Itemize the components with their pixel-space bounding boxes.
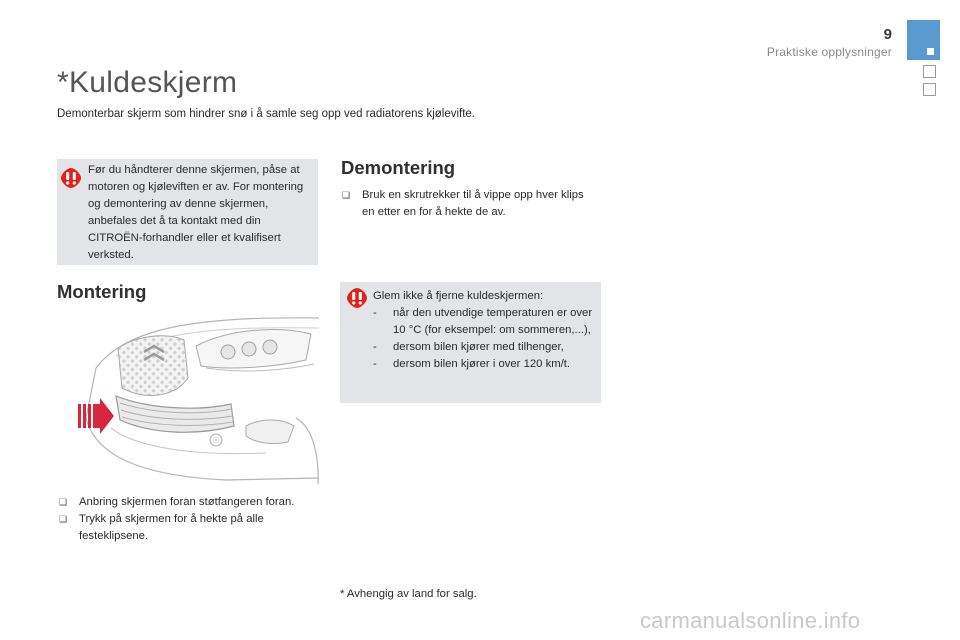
list-item xyxy=(59,511,324,545)
nav-tab[interactable] xyxy=(923,83,936,96)
step-text: Trykk på skjermen for å hekte på alle festeklipsene. xyxy=(79,513,264,542)
intro-text: Demonterbar skjerm som hindrer snø i å samle seg opp ved radiatorens kjølevifte. xyxy=(57,108,476,120)
list-item xyxy=(59,494,324,511)
condition-text: dersom bilen kjører med tilhenger, xyxy=(393,341,564,353)
warning-text-removal xyxy=(373,288,598,373)
red-arrow-icon xyxy=(78,398,114,434)
list-item xyxy=(373,305,598,339)
warning-box-removal xyxy=(340,282,601,403)
section-title: Praktiske opplysninger xyxy=(766,45,892,59)
warning-exclamation-icon xyxy=(60,167,82,189)
dash: - xyxy=(373,358,377,370)
warning-intro: Glem ikke å fjerne kuldeskjermen: xyxy=(373,290,544,302)
warning-box-handling xyxy=(57,159,318,265)
nav-tab[interactable] xyxy=(923,65,936,78)
dash: - xyxy=(373,341,377,353)
montering-steps xyxy=(59,494,324,545)
checkbox-bullet-icon: ❏ xyxy=(59,514,68,524)
list-item xyxy=(373,339,598,356)
demontering-steps xyxy=(342,187,592,221)
dash: - xyxy=(373,307,377,319)
warning-exclamation-icon xyxy=(346,287,368,309)
list-item xyxy=(373,356,598,373)
page-number: 9 xyxy=(883,26,892,43)
list-item xyxy=(342,187,592,221)
warning-text-handling: Før du håndterer denne skjermen, påse at motoren og kjøleviften er av. For montering og demontering av denne skjermen, anbefales det å ta kontakt med din CITROËN-forhandler eller et kvalifisert verksted. xyxy=(88,164,304,261)
front-bumper-illustration xyxy=(56,308,319,486)
heading-demontering: Demontering xyxy=(341,157,456,178)
condition-text: dersom bilen kjører i over 120 km/t. xyxy=(393,358,571,370)
nav-tab-active[interactable] xyxy=(907,20,940,60)
step-text: Bruk en skrutrekker til å vippe opp hver klips en etter en for å hekte de av. xyxy=(362,189,584,218)
watermark: carmanualsonline.info xyxy=(640,608,861,633)
heading-montering: Montering xyxy=(57,281,147,302)
step-text: Anbring skjermen foran støtfangeren foran. xyxy=(79,496,295,508)
condition-text: når den utvendige temperaturen er over 10 °C (for eksempel: om sommeren,...), xyxy=(393,307,593,336)
active-tab-marker xyxy=(927,48,934,55)
checkbox-bullet-icon: ❏ xyxy=(342,190,351,200)
page-title: *Kuldeskjerm xyxy=(57,66,238,99)
checkbox-bullet-icon: ❏ xyxy=(59,497,68,507)
footnote: * Avhengig av land for salg. xyxy=(340,588,477,600)
